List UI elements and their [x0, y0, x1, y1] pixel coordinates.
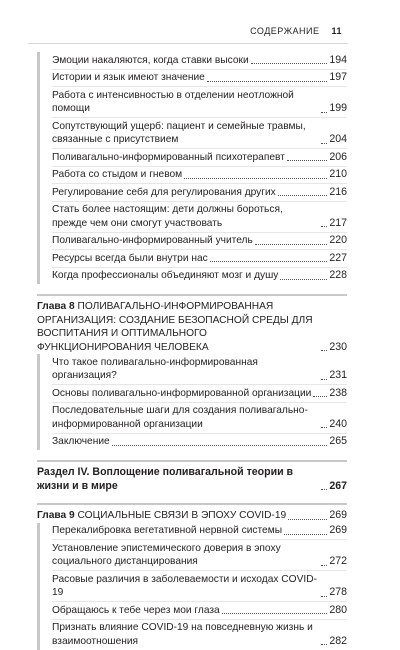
running-header [250, 26, 342, 36]
dot-leader [321, 379, 327, 380]
toc-entry [52, 523, 347, 540]
chapter-9-items [37, 523, 347, 650]
toc-entry [52, 69, 347, 87]
dot-leader [321, 350, 327, 351]
toc-entry-page: 272 [329, 555, 347, 567]
toc-entry-title: Признать влияние COVID-19 на повседневную жизнь и взаимоотношения [52, 622, 313, 647]
dot-leader [184, 178, 327, 179]
toc-entry [52, 570, 347, 601]
toc-entry [52, 354, 347, 384]
toc-entry-title: Основы поливагально-информированной организации [52, 387, 312, 399]
dot-leader [278, 195, 328, 196]
dot-leader [112, 445, 328, 446]
toc-entry [52, 232, 347, 250]
toc-entry-title: Когда профессионалы объединяют мозг и душу [52, 270, 279, 281]
toc-entry-title: Истории и язык имеют значение [52, 72, 205, 83]
toc-entry-title: Поливагально-информированный учитель [52, 235, 253, 246]
toc-entry [52, 166, 347, 184]
toc-entry-page: 228 [329, 269, 347, 281]
dot-leader [321, 226, 327, 227]
dot-leader [313, 396, 327, 397]
toc-entry-page: 199 [329, 102, 347, 114]
toc-entry-page: 240 [329, 417, 347, 430]
toc-entry-title: Стать более настоящим: дети должны бороться, прежде чем они смогут участвовать [52, 204, 283, 229]
dot-leader [321, 596, 327, 597]
toc-entry-page: 220 [329, 234, 347, 246]
toc-entry-title: Работа со стыдом и гневом [52, 169, 183, 180]
toc-entry-title: Ресурсы всегда были внутри нас [52, 252, 208, 264]
toc-entry [52, 249, 347, 267]
chapter-9-heading [37, 509, 347, 523]
section-4-title: Раздел IV. Воплощение поливагальной теории в жизни и в мире [37, 466, 294, 492]
toc-entry-page: 216 [329, 185, 347, 198]
toc-entry-title: Обращаюсь к тебе через мои глаза [52, 604, 220, 616]
chapter-9-block [37, 503, 347, 650]
table-of-contents [37, 52, 347, 650]
toc-entry [52, 402, 347, 433]
chapter-8-block [37, 294, 347, 450]
chapter-9-title: СОЦИАЛЬНЫЕ СВЯЗИ В ЭПОХУ COVID-19 [77, 510, 287, 521]
toc-entry [52, 52, 347, 69]
chapter-8-heading [37, 300, 347, 354]
dot-leader [288, 519, 327, 520]
chapter-8-items [37, 354, 347, 450]
chapter-9-prefix: Глава 9 [37, 510, 75, 521]
toc-entry-page: 197 [329, 71, 347, 83]
dot-leader [251, 63, 328, 64]
toc-entry-title: Что такое поливагально-информированная организация? [52, 356, 258, 381]
toc-entry [52, 148, 347, 166]
section-4-page: 267 [329, 479, 347, 492]
toc-entry-page: 204 [329, 133, 347, 145]
toc-entry-page: 206 [329, 150, 347, 163]
chapter-9-page: 269 [329, 509, 347, 521]
toc-entry [52, 539, 347, 570]
dot-leader [287, 160, 327, 161]
toc-group-chapter7-tail [37, 52, 347, 284]
page-number: 11 [331, 26, 342, 36]
dot-leader [321, 143, 327, 144]
toc-entry-page: 217 [329, 216, 347, 229]
toc-entry [52, 86, 347, 117]
chapter-8-page: 230 [329, 340, 347, 353]
toc-entry-page: 282 [329, 634, 347, 647]
toc-entry-title: Регулирование себя для регулирования других [52, 186, 276, 198]
dot-leader [321, 565, 327, 566]
toc-entry-title: Установление эпистемического доверия в эпоху социального дистанцирования [52, 542, 281, 567]
dot-leader [284, 534, 327, 535]
toc-entry-page: 194 [329, 53, 347, 66]
toc-entry [52, 201, 347, 232]
toc-entry-page: 238 [329, 386, 347, 399]
toc-entry-page: 265 [329, 435, 347, 447]
dot-leader [255, 244, 328, 245]
toc-entry [52, 601, 347, 619]
dot-leader [222, 613, 328, 614]
toc-entry-title: Сопутствующий ущерб: пациент и семейные травмы, связанные с присутствием [52, 120, 306, 145]
toc-entry-title: Работа с интенсивностью в отделении неотложной помощи [52, 89, 294, 114]
chapter-8-prefix: Глава 8 [37, 301, 75, 312]
dot-leader [321, 489, 327, 490]
toc-entry [52, 117, 347, 148]
toc-entry-page: 269 [329, 524, 347, 536]
toc-entry-page: 278 [329, 586, 347, 598]
toc-entry-title: Перекалибровка вегетативной нервной системы [52, 525, 283, 536]
toc-entry-title: Расовые различия в заболеваемости и исходах COVID-19 [52, 573, 317, 598]
toc-entry-title: Поливагально-информированный психотерапевт [52, 151, 285, 163]
toc-entry-page: 280 [329, 603, 347, 616]
toc-entry-page: 227 [329, 251, 347, 264]
dot-leader [321, 427, 327, 428]
toc-entry-page: 210 [329, 168, 347, 180]
toc-entry [52, 384, 347, 402]
dot-leader [280, 279, 327, 280]
toc-entry-title: Эмоции накаляются, когда ставки высоки [52, 54, 249, 66]
dot-leader [321, 644, 327, 645]
toc-entry-title: Заключение [52, 436, 110, 447]
header-rule [28, 43, 348, 44]
dot-leader [321, 112, 327, 113]
toc-entry-title: Последовательные шаги для создания поливагально-информированной организации [52, 405, 308, 430]
chapter-8-title: ПОЛИВАГАЛЬНО-ИНФОРМИРОВАННАЯ ОРГАНИЗАЦИЯ: СОЗДАНИЕ БЕЗОПАСНОЙ СРЕДЫ ДЛЯ ВОСПИТАНИЯ И ОПТИМАЛЬНОГО ФУНКЦИОНИРОВАНИЯ ЧЕЛОВЕКА [37, 301, 313, 353]
toc-entry [52, 433, 347, 451]
toc-entry [52, 619, 347, 650]
toc-entry [52, 267, 347, 285]
dot-leader [210, 261, 328, 262]
section-4-block [37, 460, 347, 493]
section-4-heading [37, 466, 347, 493]
running-title: СОДЕРЖАНИЕ [250, 26, 320, 36]
dot-leader [207, 81, 328, 82]
toc-entry [52, 183, 347, 201]
toc-entry-page: 231 [329, 369, 347, 381]
